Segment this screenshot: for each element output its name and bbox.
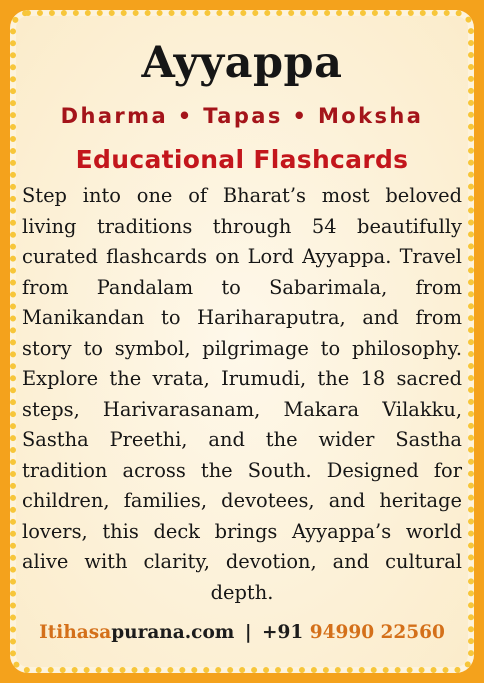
description-paragraph: Step into one of Bharat’s most beloved living traditions through 54 beautifully curated flashcards on Lord Ayyappa. Travel from Pandalam to Sabarimala, from Manikandan to Hariharaputra, and from story to symbol, pilgrimage to philosophy. Explore the vrata, Irumudi, the 18 sacred steps, Harivarasanam, Makara Vilakku, Sastha Preethi, and the wider Sastha tradition across the South. Designed for children, families, devotees, and heritage lovers, this deck brings Ayyappa’s world alive with clarity, devotion, and cultural depth. [22, 184, 462, 604]
section-heading: Educational Flashcards [75, 145, 409, 174]
footer-separator: | [244, 622, 252, 643]
subtitle-tagline: Dharma • Tapas • Moksha [60, 104, 424, 128]
page-title: Ayyappa [141, 38, 343, 88]
contact-footer [0, 622, 484, 643]
phone-number[interactable]: 94990 22560 [309, 622, 445, 643]
website-link-part2[interactable]: purana.com [111, 622, 235, 643]
website-link-part1[interactable]: Itihasa [39, 622, 112, 643]
phone-country-code: +91 [262, 622, 304, 643]
